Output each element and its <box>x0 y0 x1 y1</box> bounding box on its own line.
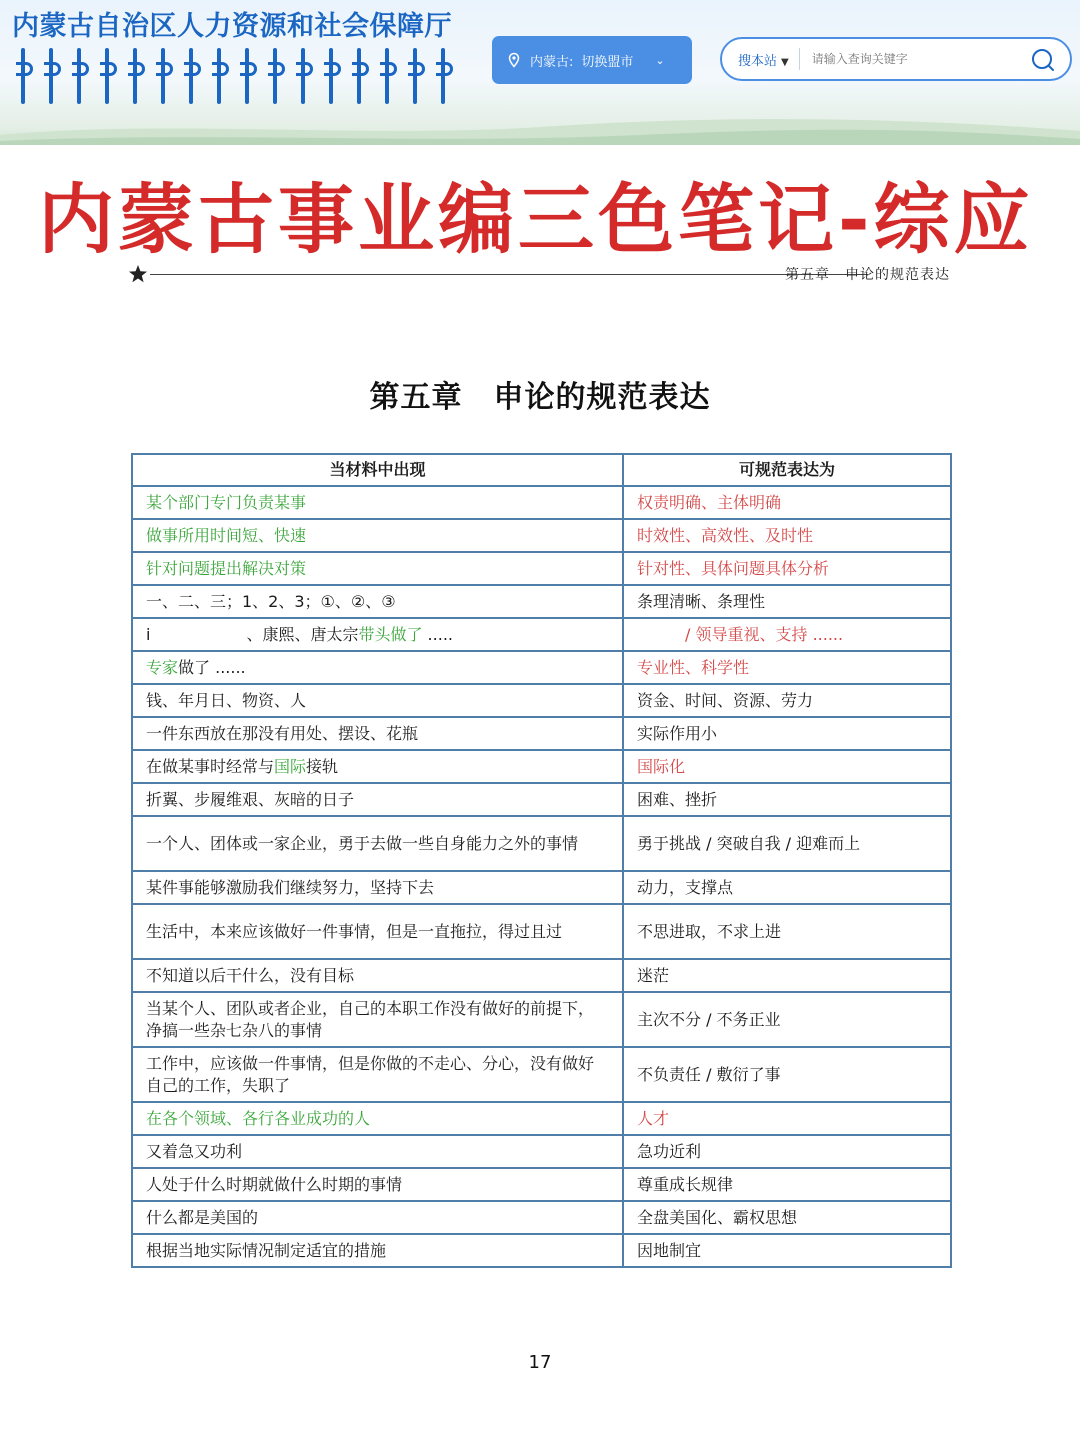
mongolian-script-title <box>16 48 450 118</box>
table-row <box>132 1135 951 1168</box>
cell-text: 接轨 <box>306 756 339 776</box>
cell-text: i 、康熙、唐太宗 <box>146 624 359 644</box>
cell-text: 专业性、科学性 <box>637 657 750 677</box>
mongolian-glyph <box>352 48 366 104</box>
material-cell <box>132 783 623 816</box>
location-pin-icon <box>506 52 522 68</box>
standard-expression-cell <box>623 904 951 959</box>
table-row <box>132 1047 951 1102</box>
overlay-title: 内蒙古事业编三色笔记-综应 <box>38 175 1034 264</box>
standard-expression-cell <box>623 618 951 651</box>
mongolian-glyph <box>324 48 338 104</box>
material-cell <box>132 552 623 585</box>
material-cell <box>132 1234 623 1267</box>
cell-text: 尊重成长规律 <box>637 1174 734 1194</box>
material-cell <box>132 871 623 904</box>
search-scope-dropdown[interactable] <box>738 50 789 69</box>
mongolian-glyph <box>72 48 86 104</box>
chevron-down-icon: ⌄ <box>655 53 665 67</box>
region-switch-button[interactable] <box>492 36 692 84</box>
standard-expression-cell <box>623 816 951 871</box>
cell-text: 不知道以后干什么，没有目标 <box>146 965 355 985</box>
running-head-rule <box>150 274 868 275</box>
table-row <box>132 783 951 816</box>
column-header-material: 当材料中出现 <box>132 454 623 486</box>
search-input[interactable] <box>810 51 1014 67</box>
cell-text: 实际作用小 <box>637 723 718 743</box>
standard-expression-cell <box>623 684 951 717</box>
table-row <box>132 816 951 871</box>
cell-text: 一个人、团体或一家企业，勇于去做一些自身能力之外的事情 <box>146 833 579 853</box>
table-row <box>132 585 951 618</box>
standard-expression-cell <box>623 783 951 816</box>
cell-text: 工作中，应该做一件事情，但是你做的不走心、分心，没有做好自己的工作，失职了 <box>146 1053 595 1095</box>
material-cell <box>132 651 623 684</box>
material-cell <box>132 959 623 992</box>
cell-text: 主次不分 / 不务正业 <box>637 1009 781 1029</box>
material-cell <box>132 585 623 618</box>
region-switch-label: 切换盟市 <box>581 54 634 70</box>
material-cell <box>132 519 623 552</box>
cell-text: 针对问题提出解决对策 <box>146 558 307 578</box>
standard-expression-cell <box>623 1102 951 1135</box>
table-row <box>132 750 951 783</box>
mongolian-glyph <box>44 48 58 104</box>
cell-text: 急功近利 <box>637 1141 702 1161</box>
cell-text: 资金、时间、资源、劳力 <box>637 690 814 710</box>
mongolian-glyph <box>408 48 422 104</box>
mongolian-glyph <box>212 48 226 104</box>
mongolian-glyph <box>436 48 450 104</box>
standard-expression-cell <box>623 1135 951 1168</box>
table-row <box>132 871 951 904</box>
cell-text: 钱、年月日、物资、人 <box>146 690 307 710</box>
cell-text: 一件东西放在那没有用处、摆设、花瓶 <box>146 723 419 743</box>
cell-text: 做了 ...... <box>178 657 246 677</box>
cell-text: 勇于挑战 / 突破自我 / 迎难而上 <box>637 833 861 853</box>
cell-text: 人才 <box>637 1108 670 1128</box>
table-row <box>132 618 951 651</box>
cell-text: 某件事能够激励我们继续努力，坚持下去 <box>146 877 435 897</box>
material-cell <box>132 684 623 717</box>
standard-expression-cell <box>623 486 951 519</box>
table-row <box>132 717 951 750</box>
standard-expression-cell <box>623 750 951 783</box>
cell-text: 针对性、具体问题具体分析 <box>637 558 830 578</box>
material-cell <box>132 486 623 519</box>
table-row <box>132 486 951 519</box>
table-row <box>132 519 951 552</box>
mongolian-glyph <box>16 48 30 104</box>
standard-expression-cell <box>623 1047 951 1102</box>
standard-expression-cell <box>623 1168 951 1201</box>
table-row <box>132 651 951 684</box>
material-cell <box>132 1135 623 1168</box>
standard-expression-cell <box>623 1201 951 1234</box>
cell-text: / 领导重视、支持 ...... <box>637 624 844 644</box>
running-head-text: 第五章 申论的规范表达 <box>785 267 950 283</box>
cell-text: 时效性、高效性、及时性 <box>637 525 814 545</box>
search-icon[interactable] <box>1030 47 1056 73</box>
table-row <box>132 959 951 992</box>
cell-text: 不思进取，不求上进 <box>637 921 782 941</box>
standard-expression-cell <box>623 1234 951 1267</box>
material-cell <box>132 1047 623 1102</box>
cell-text: 做事所用时间短、快速 <box>146 525 307 545</box>
table-body <box>132 486 951 1267</box>
table-row <box>132 992 951 1047</box>
standard-expression-cell <box>623 585 951 618</box>
cell-text: 动力，支撑点 <box>637 877 734 897</box>
cell-text: 权责明确、主体明确 <box>637 492 782 512</box>
cell-text: 某个部门专门负责某事 <box>146 492 307 512</box>
running-head <box>128 264 950 286</box>
material-cell <box>132 992 623 1047</box>
table-row <box>132 1201 951 1234</box>
ornament-star-icon <box>128 264 148 284</box>
table-row <box>132 904 951 959</box>
cell-text: 因地制宜 <box>637 1240 702 1260</box>
cell-text: ..... <box>422 624 453 644</box>
table-row <box>132 1102 951 1135</box>
table-header-row <box>132 454 951 486</box>
cell-text: 什么都是美国的 <box>146 1207 259 1227</box>
mongolian-glyph <box>156 48 170 104</box>
expression-table <box>131 453 952 1268</box>
cell-text: 全盘美国化、霸权思想 <box>637 1207 798 1227</box>
material-cell <box>132 618 623 651</box>
cell-text: 在各个领域、各行各业成功的人 <box>146 1108 371 1128</box>
standard-expression-cell <box>623 519 951 552</box>
standard-expression-cell <box>623 651 951 684</box>
table-row <box>132 684 951 717</box>
material-cell <box>132 816 623 871</box>
cell-text: 国际 <box>274 756 307 776</box>
cell-text: 根据当地实际情况制定适宜的措施 <box>146 1240 387 1260</box>
material-cell <box>132 1201 623 1234</box>
table-row <box>132 552 951 585</box>
cell-text: 带头做了 <box>358 624 423 644</box>
caret-down-icon: ▼ <box>781 56 789 68</box>
column-header-standard: 可规范表达为 <box>623 454 951 486</box>
cell-text: 折翼、步履维艰、灰暗的日子 <box>146 789 355 809</box>
standard-expression-cell <box>623 552 951 585</box>
cell-text: 不负责任 / 敷衍了事 <box>637 1064 781 1084</box>
standard-expression-cell <box>623 717 951 750</box>
standard-expression-cell <box>623 871 951 904</box>
cell-text: 国际化 <box>637 756 686 776</box>
cell-text: 条理清晰、条理性 <box>637 591 766 611</box>
cell-text: 一、二、三；1、2、3；①、②、③ <box>146 591 396 611</box>
table-row <box>132 1168 951 1201</box>
cell-text: 在做某事时经常与 <box>146 756 275 776</box>
mongolian-glyph <box>100 48 114 104</box>
mongolian-glyph <box>296 48 310 104</box>
cell-text: 人处于什么时期就做什么时期的事情 <box>146 1174 403 1194</box>
cell-text: 又着急又功利 <box>146 1141 243 1161</box>
site-title[interactable]: 内蒙古自治区人力资源和社会保障厅 <box>12 11 452 42</box>
cell-text: 困难、挫折 <box>637 789 718 809</box>
mongolian-glyph <box>380 48 394 104</box>
page-number: 17 <box>528 1352 552 1373</box>
mongolian-glyph <box>268 48 282 104</box>
search-divider <box>799 48 800 70</box>
material-cell <box>132 717 623 750</box>
site-header <box>0 0 1080 145</box>
mongolian-glyph <box>128 48 142 104</box>
cell-text: 专家 <box>146 657 179 677</box>
material-cell <box>132 1102 623 1135</box>
mongolian-glyph <box>184 48 198 104</box>
standard-expression-cell <box>623 992 951 1047</box>
cell-text: 迷茫 <box>637 965 670 985</box>
material-cell <box>132 750 623 783</box>
cell-text: 生活中，本来应该做好一件事情，但是一直拖拉，得过且过 <box>146 921 563 941</box>
material-cell <box>132 904 623 959</box>
standard-expression-cell <box>623 959 951 992</box>
material-cell <box>132 1168 623 1201</box>
site-search <box>720 37 1072 81</box>
chapter-title: 第五章 申论的规范表达 <box>369 380 711 415</box>
region-label: 内蒙古: <box>530 54 574 70</box>
mongolian-glyph <box>240 48 254 104</box>
table-row <box>132 1234 951 1267</box>
cell-text: 当某个人、团队或者企业，自己的本职工作没有做好的前提下，净搞一些杂七杂八的事情 <box>146 998 595 1040</box>
search-scope-label: 搜本站 <box>738 53 778 69</box>
